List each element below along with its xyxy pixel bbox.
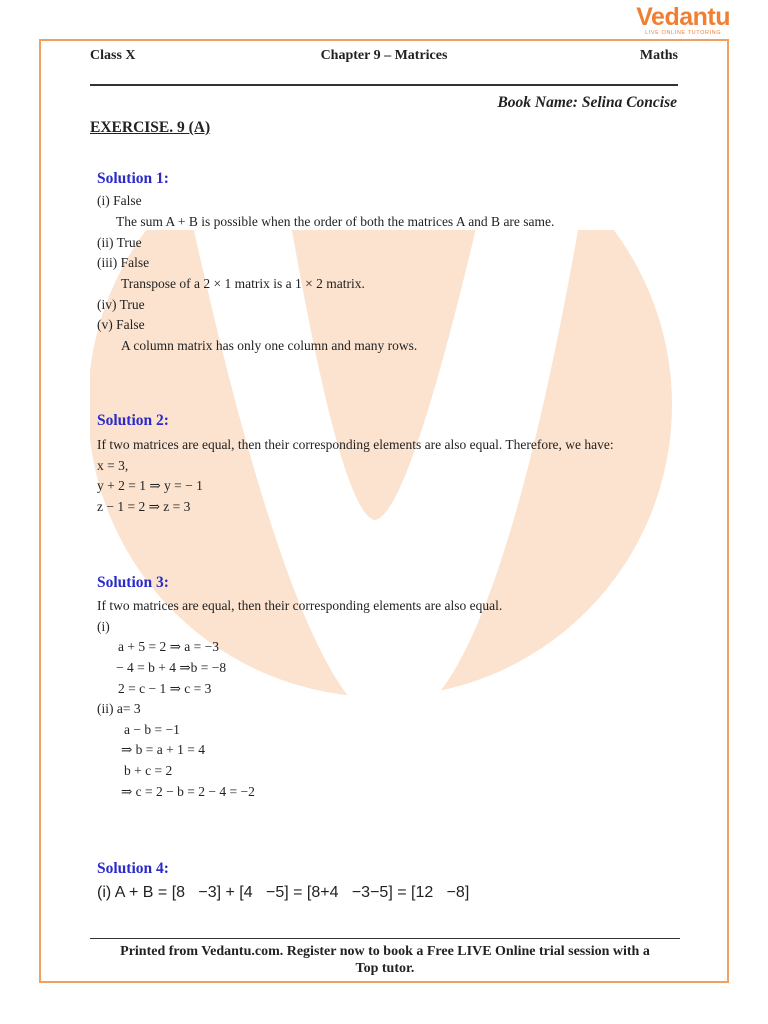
solution-2-line: z − 1 = 2 ⇒ z = 3 bbox=[97, 499, 191, 514]
solution-3-line: If two matrices are equal, then their corresponding elements are also equal. bbox=[97, 598, 503, 613]
footer-line-2: Top tutor. bbox=[355, 961, 415, 976]
exercise-title: EXERCISE. 9 (A) bbox=[90, 119, 211, 136]
solution-3-line: (i) bbox=[97, 619, 110, 634]
class-label: Class X bbox=[90, 48, 136, 63]
footer-divider bbox=[90, 938, 680, 939]
solution-2-line: y + 2 = 1 ⇒ y = − 1 bbox=[97, 478, 203, 493]
solution-1-line: The sum A + B is possible when the order of both the matrices A and B are same. bbox=[116, 214, 555, 229]
solution-1-line: (v) False bbox=[97, 317, 145, 332]
solution-3-line: − 4 = b + 4 ⇒b = −8 bbox=[116, 660, 227, 675]
vedantu-logo bbox=[636, 4, 730, 36]
solution-3-line: a − b = −1 bbox=[124, 722, 180, 737]
solution-1-line: (ii) True bbox=[97, 235, 142, 250]
solution-1-line: Transpose of a 2 × 1 matrix is a 1 × 2 matrix. bbox=[121, 276, 365, 291]
solution-3-line: (ii) a= 3 bbox=[97, 701, 141, 716]
solution-2-heading: Solution 2: bbox=[97, 412, 169, 429]
chapter-title: Chapter 9 – Matrices bbox=[320, 48, 448, 63]
book-name: Book Name: Selina Concise bbox=[497, 94, 677, 111]
solution-1-heading: Solution 1: bbox=[97, 170, 169, 187]
solution-4-equation: (i) A + B = [8 −3] + [4 −5] = [8+4 −3−5] = [12 −8] bbox=[97, 884, 470, 901]
header-divider bbox=[90, 84, 678, 86]
subject-label: Maths bbox=[639, 48, 678, 63]
solution-1-line: (iv) True bbox=[97, 297, 145, 312]
solution-1-line: A column matrix has only one column and many rows. bbox=[121, 338, 418, 353]
solution-3-line: 2 = c − 1 ⇒ c = 3 bbox=[118, 681, 212, 696]
solution-3-line: a + 5 = 2 ⇒ a = −3 bbox=[118, 639, 219, 654]
page-header bbox=[90, 48, 678, 68]
page-footer bbox=[90, 943, 680, 977]
solution-3-line: ⇒ b = a + 1 = 4 bbox=[121, 742, 206, 757]
logo-wordmark: Vedantu bbox=[636, 3, 730, 31]
solution-1-line: (iii) False bbox=[97, 255, 150, 270]
solution-3-line: b + c = 2 bbox=[124, 763, 173, 778]
solution-4-heading: Solution 4: bbox=[97, 860, 169, 877]
solution-2-line: If two matrices are equal, then their corresponding elements are also equal. Therefore, we have: bbox=[97, 437, 614, 452]
logo-tagline: LIVE ONLINE TUTORING bbox=[645, 30, 722, 36]
solution-1-line: (i) False bbox=[97, 193, 142, 208]
footer-line-1: Printed from Vedantu.com. Register now to book a Free LIVE Online trial session with a bbox=[120, 944, 650, 959]
solution-3-line: ⇒ c = 2 − b = 2 − 4 = −2 bbox=[121, 784, 255, 799]
solution-3-heading: Solution 3: bbox=[97, 574, 169, 591]
solution-2-line: x = 3, bbox=[97, 458, 129, 473]
